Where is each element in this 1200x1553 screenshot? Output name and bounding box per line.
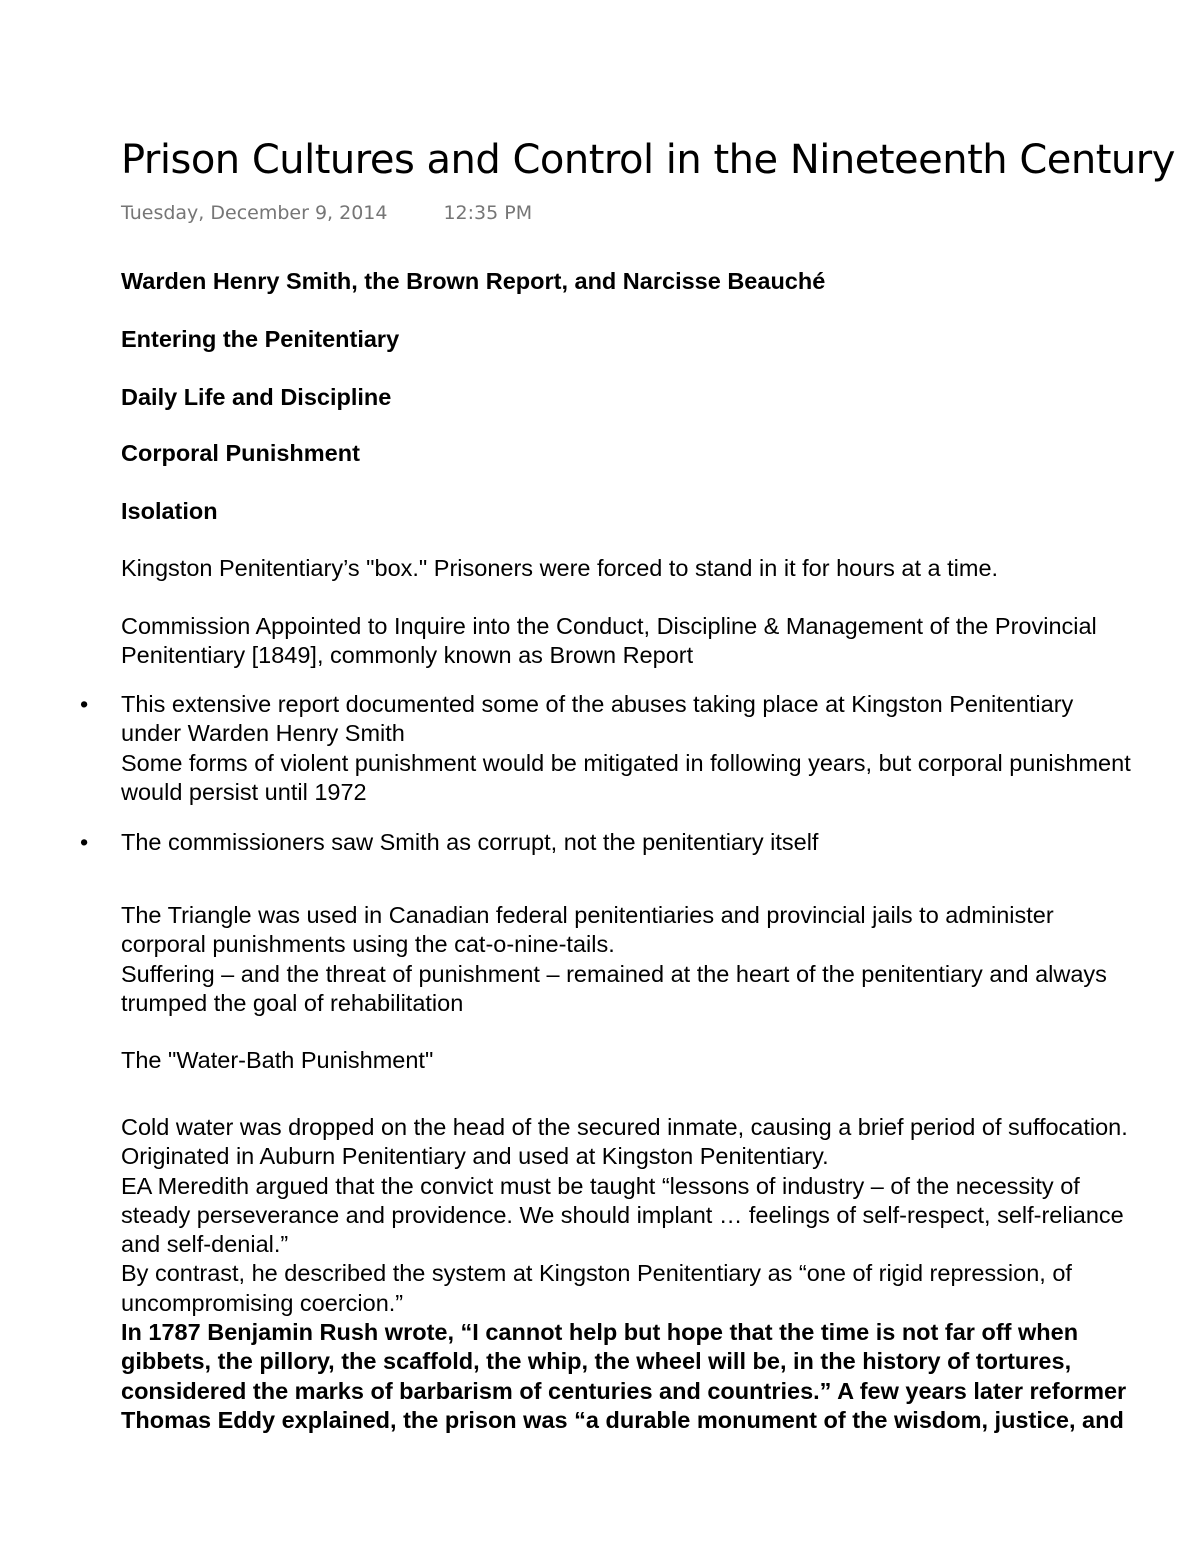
timestamp [121, 198, 532, 228]
water-line: Originated in Auburn Penitentiary and used at Kingston Penitentiary. [121, 1143, 829, 1170]
note-time: 12:35 PM [443, 202, 533, 224]
water-line: and self-denial.” [121, 1231, 289, 1258]
heading-corporal-punishment: Corporal Punishment [121, 440, 360, 466]
water-line: steady perseverance and providence. We should implant … feelings of self-respect, self-reliance [121, 1201, 1124, 1228]
rush-line: gibbets, the pillory, the scaffold, the whip, the wheel will be, in the history of tortures, [121, 1348, 1072, 1375]
commission-paragraph [121, 612, 1097, 671]
water-bath-paragraph [121, 1113, 1128, 1435]
bullet-icon: • [80, 829, 89, 855]
bullet-line: would persist until 1972 [121, 778, 367, 805]
triangle-line: corporal punishments using the cat-o-nine-tails. [121, 931, 615, 958]
water-line: EA Meredith argued that the convict must be taught “lessons of industry – of the necessity of [121, 1172, 1080, 1199]
water-line: By contrast, he described the system at Kingston Penitentiary as “one of rigid repression, of [121, 1260, 1072, 1287]
triangle-line: trumped the goal of rehabilitation [121, 989, 464, 1016]
heading-entering-penitentiary: Entering the Penitentiary [121, 326, 400, 352]
bullet-line: under Warden Henry Smith [121, 720, 405, 747]
rush-line: Thomas Eddy explained, the prison was “a durable monument of the wisdom, justice, and [121, 1406, 1124, 1433]
heading-warden-smith: Warden Henry Smith, the Brown Report, and Narcisse Beauché [121, 268, 826, 294]
water-line: uncompromising coercion.” [121, 1289, 404, 1316]
bullet-line: Some forms of violent punishment would be mitigated in following years, but corporal punishment [121, 749, 1131, 776]
heading-isolation: Isolation [121, 498, 218, 524]
box-caption: Kingston Penitentiary’s "box." Prisoners were forced to stand in it for hours at a time. [121, 555, 999, 581]
bullet-line: This extensive report documented some of the abuses taking place at Kingston Penitentiary [121, 691, 1074, 717]
water-line: Cold water was dropped on the head of the secured inmate, causing a brief period of suffocation. [121, 1114, 1128, 1140]
note-date: Tuesday, December 9, 2014 [121, 202, 388, 224]
commission-line: Commission Appointed to Inquire into the Conduct, Discipline & Management of the Provincial [121, 613, 1097, 639]
triangle-line: Suffering – and the threat of punishment – remained at the heart of the penitentiary and always [121, 960, 1107, 987]
heading-daily-life: Daily Life and Discipline [121, 384, 392, 410]
page-title: Prison Cultures and Control in the Nineteenth Century [121, 137, 1175, 183]
triangle-line: The Triangle was used in Canadian federal penitentiaries and provincial jails to administer [121, 902, 1054, 928]
bullet-icon: • [80, 691, 89, 717]
rush-line: In 1787 Benjamin Rush wrote, “I cannot help but hope that the time is not far off when [121, 1319, 1079, 1346]
commission-line: Penitentiary [1849], commonly known as Brown Report [121, 642, 694, 669]
note-page [80, 0, 1200, 1553]
water-bath-title: The "Water-Bath Punishment" [121, 1047, 434, 1073]
bullet-item [80, 828, 819, 857]
rush-line: considered the marks of barbarism of centuries and countries.” A few years later reformer [121, 1377, 1127, 1404]
bullet-item [80, 690, 1131, 807]
bullet-line: The commissioners saw Smith as corrupt, not the penitentiary itself [121, 829, 819, 855]
triangle-paragraph [121, 901, 1107, 1018]
